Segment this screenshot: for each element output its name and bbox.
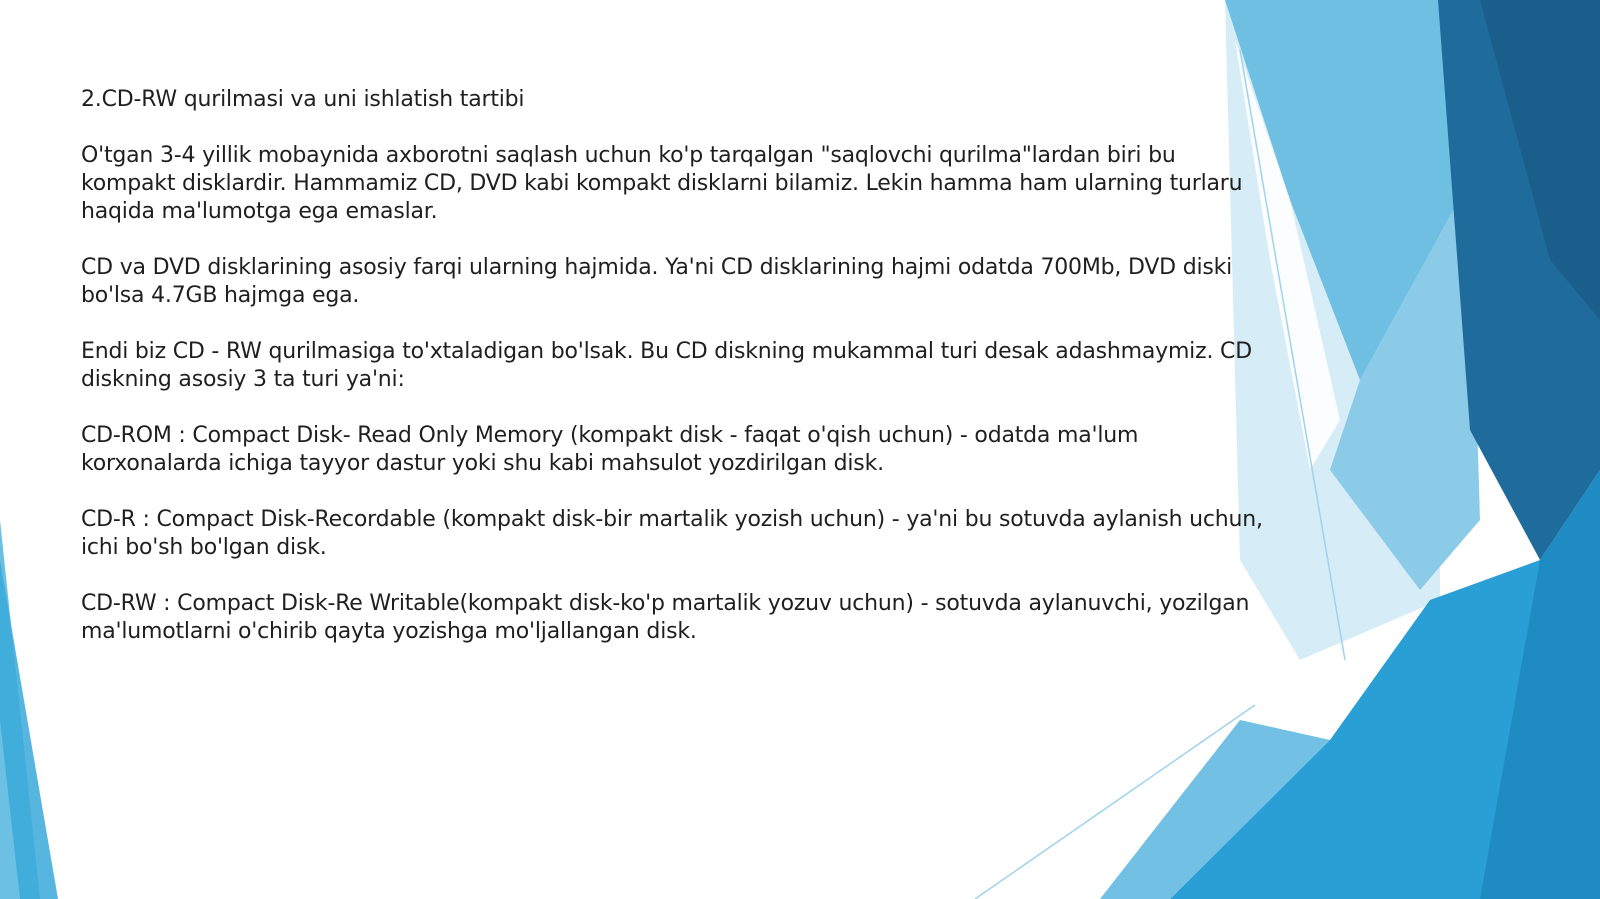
paragraph-cd-rw-types: Endi biz CD - RW qurilmasiga to'xtaladigan bo'lsak. Bu CD diskning mukammal turi desak adashmaymiz. CD diskning asosiy 3 ta turi ya'ni:	[81, 339, 1252, 392]
paragraph-cd-dvd-difference: CD va DVD disklarining asosiy farqi ularning hajmida. Ya'ni CD disklarining hajmi odatda 700Mb, DVD diski bo'lsa 4.7GB hajmga ega.	[81, 255, 1233, 308]
paragraph-cd-rom: CD-ROM : Compact Disk- Read Only Memory (kompakt disk - faqat o'qish uchun) - odatda ma'lum korxonalarda ichiga tayyor dastur yoki shu kabi mahsulot yozdirilgan disk.	[81, 423, 1139, 476]
paragraph-intro: O'tgan 3-4 yillik mobaynida axborotni saqlash uchun ko'p tarqalgan "saqlovchi qurilma"lardan biri bu kompakt disklardir. Hammamiz CD, DVD kabi kompakt disklarni bilamiz. Lekin hamma ham ularning turlaru haqida ma'lumotga ega emaslar.	[81, 143, 1243, 224]
paragraph-cd-r: CD-R : Compact Disk-Recordable (kompakt disk-bir martalik yozish uchun) - ya'ni bu sotuvda aylanish uchun, ichi bo'sh bo'lgan disk.	[81, 507, 1263, 560]
slide-text-body	[81, 86, 1271, 674]
slide-heading: 2.CD-RW qurilmasi va uni ishlatish tartibi	[81, 87, 525, 112]
paragraph-cd-rw: CD-RW : Compact Disk-Re Writable(kompakt disk-ko'p martalik yozuv uchun) - sotuvda aylanuvchi, yozilgan ma'lumotlarni o'chirib qayta yozishga mo'ljallangan disk.	[81, 591, 1250, 644]
